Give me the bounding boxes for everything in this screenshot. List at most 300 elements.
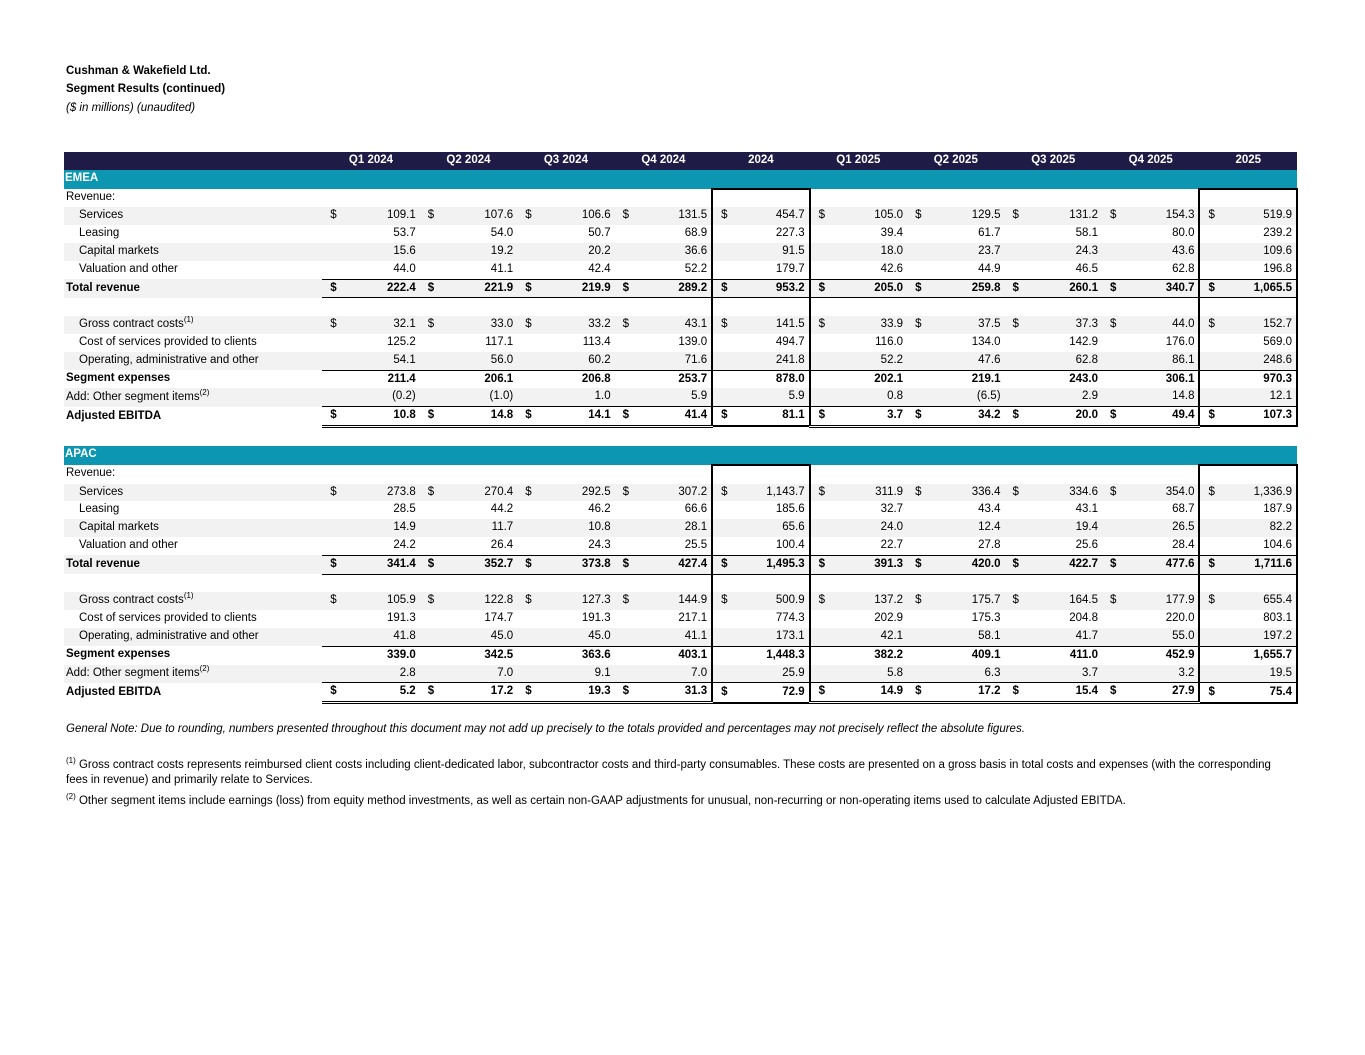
- currency-symbol: $: [810, 555, 830, 574]
- currency-symbol: [1005, 610, 1025, 628]
- value-cell: 82.2: [1220, 519, 1297, 537]
- units-note: ($ in millions) (unaudited): [66, 102, 196, 114]
- currency-symbol: [615, 665, 635, 683]
- value-cell: 100.4: [732, 537, 809, 555]
- value-cell: 49.4: [1122, 407, 1199, 427]
- value-cell: 164.5: [1025, 592, 1102, 610]
- currency-symbol: [1005, 243, 1025, 261]
- value-cell: 500.9: [732, 592, 809, 610]
- currency-symbol: [1199, 298, 1219, 316]
- currency-symbol: [712, 519, 732, 537]
- value-cell: 19.4: [1025, 519, 1102, 537]
- value-cell: 139.0: [678, 335, 708, 348]
- currency-symbol: $: [322, 207, 342, 225]
- value-cell: 107.6: [440, 207, 517, 225]
- value-cell: [537, 574, 614, 592]
- value-cell: 105.0: [830, 207, 907, 225]
- value-cell: 33.2: [537, 316, 614, 334]
- currency-symbol: [517, 519, 537, 537]
- value-cell: 39.4: [880, 227, 904, 240]
- value-cell: 43.1: [1075, 503, 1098, 516]
- value-cell: [537, 189, 614, 208]
- value-cell: 50.7: [588, 227, 611, 240]
- value-cell: 12.1: [1220, 388, 1297, 406]
- value-cell: 33.9: [830, 316, 907, 334]
- table-row: [64, 519, 1297, 537]
- value-cell: 14.9: [342, 519, 419, 537]
- currency-symbol: [1005, 370, 1025, 388]
- value-cell: 19.5: [1220, 665, 1297, 683]
- value-cell: 878.0: [732, 370, 809, 388]
- value-cell: 36.6: [635, 243, 712, 261]
- value-cell: 204.8: [1069, 612, 1098, 625]
- currency-symbol: [420, 465, 440, 484]
- row-label: [64, 279, 322, 298]
- currency-symbol: [615, 501, 635, 519]
- currency-symbol: $: [907, 484, 927, 502]
- currency-symbol: [907, 189, 927, 208]
- value-cell: [830, 574, 907, 592]
- report-subtitle: Segment Results (continued): [66, 83, 226, 95]
- value-cell: 307.2: [635, 484, 712, 502]
- column-header: 2024: [712, 152, 809, 170]
- currency-symbol: [1199, 334, 1219, 352]
- value-cell: 32.1: [342, 316, 419, 334]
- currency-symbol: [1102, 646, 1122, 664]
- currency-symbol: [615, 537, 635, 555]
- value-cell: 221.9: [440, 279, 517, 298]
- currency-symbol: [517, 628, 537, 646]
- row-label-text: Revenue:: [66, 191, 116, 204]
- currency-symbol: $: [712, 279, 732, 298]
- currency-symbol: $: [810, 683, 830, 703]
- currency-symbol: $: [615, 207, 635, 225]
- value-cell: 58.1: [1075, 227, 1098, 240]
- currency-symbol: [1199, 519, 1219, 537]
- value-cell: 46.5: [1075, 262, 1098, 275]
- currency-symbol: $: [322, 484, 342, 502]
- currency-symbol: [420, 574, 440, 592]
- currency-symbol: [1102, 628, 1122, 646]
- value-cell: 494.7: [732, 334, 809, 352]
- currency-symbol: $: [615, 316, 635, 334]
- value-cell: [927, 189, 1004, 208]
- currency-symbol: [1102, 189, 1122, 208]
- value-cell: 44.9: [978, 262, 1001, 275]
- value-cell: 28.5: [393, 503, 416, 516]
- value-cell: [1220, 574, 1297, 592]
- currency-symbol: [810, 537, 830, 555]
- currency-symbol: [322, 189, 342, 208]
- value-cell: [830, 465, 907, 484]
- footnote-1: [66, 758, 1286, 788]
- value-cell: 5.9: [635, 388, 712, 406]
- currency-symbol: $: [420, 484, 440, 502]
- table-row: [64, 646, 1297, 664]
- value-cell: [342, 298, 419, 316]
- currency-symbol: [322, 628, 342, 646]
- value-cell: 253.7: [635, 370, 712, 388]
- currency-symbol: $: [1102, 316, 1122, 334]
- value-cell: 19.3: [537, 683, 614, 703]
- value-cell: 144.9: [635, 592, 712, 610]
- currency-symbol: $: [517, 407, 537, 427]
- value-cell: 37.5: [927, 316, 1004, 334]
- currency-symbol: [322, 537, 342, 555]
- currency-symbol: [420, 189, 440, 208]
- table-row: [64, 388, 1297, 406]
- currency-symbol: [517, 388, 537, 406]
- value-cell: 411.0: [1025, 646, 1102, 664]
- currency-symbol: [1199, 370, 1219, 388]
- currency-symbol: [1199, 189, 1219, 208]
- currency-symbol: [712, 628, 732, 646]
- currency-symbol: [1005, 189, 1025, 208]
- currency-symbol: [810, 352, 830, 370]
- currency-symbol: [322, 225, 342, 243]
- row-label: [64, 574, 322, 592]
- value-cell: 7.0: [440, 665, 517, 683]
- value-cell: 9.1: [537, 665, 614, 683]
- value-cell: 42.4: [588, 262, 611, 275]
- value-cell: 176.0: [1165, 335, 1195, 348]
- currency-symbol: [1199, 646, 1219, 664]
- row-label-text: Valuation and other: [79, 539, 178, 552]
- currency-symbol: $: [322, 407, 342, 427]
- currency-symbol: [1102, 665, 1122, 683]
- row-label-text: Operating, administrative and other: [79, 354, 259, 367]
- currency-symbol: [712, 225, 732, 243]
- currency-symbol: $: [907, 592, 927, 610]
- currency-symbol: [1102, 261, 1122, 279]
- value-cell: [537, 298, 614, 316]
- value-cell: 14.9: [830, 683, 907, 703]
- value-cell: [830, 189, 907, 208]
- currency-symbol: [1005, 501, 1025, 519]
- row-label: [64, 225, 322, 243]
- currency-symbol: [322, 243, 342, 261]
- row-label-text: Services: [79, 485, 124, 498]
- currency-symbol: [517, 370, 537, 388]
- value-cell: 354.0: [1122, 484, 1199, 502]
- currency-symbol: $: [1199, 316, 1219, 334]
- value-cell: [1122, 298, 1199, 316]
- value-cell: 1,143.7: [732, 484, 809, 502]
- row-label: [64, 592, 322, 610]
- footnote-marker: (1): [183, 591, 194, 601]
- currency-symbol: [810, 388, 830, 406]
- value-cell: 334.6: [1025, 484, 1102, 502]
- currency-symbol: [1005, 519, 1025, 537]
- currency-symbol: [1005, 646, 1025, 664]
- currency-symbol: [1199, 574, 1219, 592]
- currency-symbol: $: [420, 279, 440, 298]
- currency-symbol: [1199, 537, 1219, 555]
- currency-symbol: [810, 628, 830, 646]
- value-cell: 43.4: [978, 503, 1001, 516]
- currency-symbol: [1005, 225, 1025, 243]
- value-cell: 109.6: [1220, 243, 1297, 261]
- value-cell: 174.7: [484, 612, 514, 625]
- currency-symbol: [615, 628, 635, 646]
- value-cell: 127.3: [537, 592, 614, 610]
- table-row: [64, 501, 1297, 519]
- value-cell: 6.3: [927, 665, 1004, 683]
- value-cell: 28.4: [1172, 538, 1195, 551]
- currency-symbol: [322, 352, 342, 370]
- value-cell: 311.9: [830, 484, 907, 502]
- column-header: Q1 2025: [810, 152, 907, 170]
- currency-symbol: $: [1199, 279, 1219, 298]
- table-row: [64, 207, 1297, 225]
- value-cell: 80.0: [1172, 227, 1195, 240]
- value-cell: 5.2: [342, 683, 419, 703]
- currency-symbol: [420, 665, 440, 683]
- currency-symbol: $: [1102, 207, 1122, 225]
- row-label-text: Capital markets: [79, 521, 159, 534]
- currency-symbol: $: [712, 683, 732, 703]
- value-cell: 403.1: [635, 646, 712, 664]
- value-cell: 3.7: [830, 407, 907, 427]
- value-cell: 142.9: [1069, 335, 1098, 348]
- currency-symbol: [907, 225, 927, 243]
- table-row: [64, 243, 1297, 261]
- value-cell: 43.6: [1122, 243, 1199, 261]
- currency-symbol: [322, 665, 342, 683]
- table-row: [64, 352, 1297, 370]
- currency-symbol: [907, 352, 927, 370]
- segment-results-table: [64, 152, 1298, 704]
- currency-symbol: [1102, 610, 1122, 628]
- value-cell: 177.9: [1122, 592, 1199, 610]
- value-cell: [732, 189, 809, 208]
- currency-symbol: $: [1005, 316, 1025, 334]
- row-label-text: Total revenue: [66, 557, 140, 570]
- region-spacer: [64, 426, 1297, 446]
- currency-symbol: [810, 465, 830, 484]
- currency-symbol: [420, 537, 440, 555]
- row-label: [64, 537, 322, 555]
- currency-symbol: [420, 261, 440, 279]
- value-cell: 12.4: [927, 519, 1004, 537]
- table-row: [64, 407, 1297, 427]
- row-label: [64, 243, 322, 261]
- value-cell: [927, 298, 1004, 316]
- currency-symbol: $: [420, 555, 440, 574]
- currency-symbol: $: [810, 279, 830, 298]
- row-label-text: Leasing: [79, 503, 120, 516]
- currency-symbol: [712, 352, 732, 370]
- currency-symbol: [712, 189, 732, 208]
- row-label: [64, 501, 322, 519]
- currency-symbol: $: [1102, 555, 1122, 574]
- value-cell: 52.2: [684, 262, 708, 275]
- value-cell: 105.9: [342, 592, 419, 610]
- value-cell: 113.4: [582, 335, 611, 348]
- value-cell: 339.0: [342, 646, 419, 664]
- value-cell: 340.7: [1122, 279, 1199, 298]
- currency-symbol: [322, 519, 342, 537]
- value-cell: 41.7: [1025, 628, 1102, 646]
- footnote-marker: (2): [199, 663, 210, 673]
- currency-symbol: $: [615, 407, 635, 427]
- table-row: [64, 592, 1297, 610]
- currency-symbol: $: [420, 207, 440, 225]
- row-label: [64, 370, 322, 388]
- value-cell: 363.6: [537, 646, 614, 664]
- table-row: [64, 628, 1297, 646]
- value-cell: 14.8: [1122, 388, 1199, 406]
- value-cell: [635, 298, 712, 316]
- currency-symbol: $: [615, 592, 635, 610]
- value-cell: 197.2: [1220, 628, 1297, 646]
- value-cell: 391.3: [830, 555, 907, 574]
- currency-symbol: [712, 388, 732, 406]
- table-row: [64, 334, 1297, 352]
- value-cell: 28.1: [635, 519, 712, 537]
- value-cell: 41.4: [635, 407, 712, 427]
- value-cell: [342, 189, 419, 208]
- footnote-marker: (2): [199, 387, 210, 397]
- value-cell: 152.7: [1220, 316, 1297, 334]
- currency-symbol: [907, 574, 927, 592]
- currency-symbol: [517, 334, 537, 352]
- value-cell: 205.0: [830, 279, 907, 298]
- currency-symbol: $: [712, 207, 732, 225]
- currency-symbol: $: [712, 316, 732, 334]
- currency-symbol: $: [1005, 407, 1025, 427]
- value-cell: 14.1: [537, 407, 614, 427]
- currency-symbol: [1102, 298, 1122, 316]
- currency-symbol: [517, 225, 537, 243]
- value-cell: 179.7: [732, 261, 809, 279]
- value-cell: 10.8: [342, 407, 419, 427]
- currency-symbol: $: [517, 592, 537, 610]
- currency-symbol: [907, 334, 927, 352]
- currency-symbol: [712, 261, 732, 279]
- value-cell: 211.4: [342, 370, 419, 388]
- row-label: [64, 334, 322, 352]
- currency-symbol: [322, 334, 342, 352]
- currency-symbol: [615, 298, 635, 316]
- row-label-text: Valuation and other: [79, 263, 178, 276]
- row-label-text: Leasing: [79, 227, 120, 240]
- region-header-fill: [322, 446, 1297, 465]
- row-label-text: Adjusted EBITDA: [66, 409, 162, 422]
- currency-symbol: $: [615, 279, 635, 298]
- currency-symbol: [1102, 388, 1122, 406]
- currency-symbol: $: [712, 592, 732, 610]
- value-cell: 47.6: [927, 352, 1004, 370]
- currency-symbol: $: [1005, 484, 1025, 502]
- value-cell: 55.0: [1122, 628, 1199, 646]
- footnote-1-marker: (1): [66, 756, 76, 765]
- value-cell: 54.1: [342, 352, 419, 370]
- value-cell: (6.5): [927, 388, 1004, 406]
- currency-symbol: [810, 334, 830, 352]
- value-cell: 62.8: [1172, 262, 1195, 275]
- currency-symbol: $: [810, 316, 830, 334]
- value-cell: 173.1: [732, 628, 809, 646]
- table-row: [64, 225, 1297, 243]
- row-label: [64, 465, 322, 484]
- value-cell: [342, 465, 419, 484]
- value-cell: 1.0: [537, 388, 614, 406]
- currency-symbol: [810, 189, 830, 208]
- value-cell: 3.2: [1122, 665, 1199, 683]
- currency-symbol: $: [810, 484, 830, 502]
- currency-symbol: [907, 519, 927, 537]
- currency-symbol: [1102, 465, 1122, 484]
- currency-symbol: [517, 261, 537, 279]
- value-cell: 519.9: [1220, 207, 1297, 225]
- value-cell: 60.2: [537, 352, 614, 370]
- currency-symbol: $: [1102, 407, 1122, 427]
- value-cell: 422.7: [1025, 555, 1102, 574]
- value-cell: 373.8: [537, 555, 614, 574]
- value-cell: [440, 189, 517, 208]
- currency-symbol: [1102, 370, 1122, 388]
- currency-symbol: $: [1199, 484, 1219, 502]
- value-cell: 25.5: [684, 538, 708, 551]
- row-label-text: Segment expenses: [66, 372, 171, 385]
- currency-symbol: [420, 298, 440, 316]
- value-cell: 569.0: [1220, 334, 1297, 352]
- value-cell: 66.6: [684, 503, 708, 516]
- row-label: [64, 665, 322, 683]
- table-row: [64, 537, 1297, 555]
- row-label-text: Services: [79, 209, 124, 222]
- value-cell: 19.2: [440, 243, 517, 261]
- value-cell: 65.6: [732, 519, 809, 537]
- currency-symbol: [322, 610, 342, 628]
- currency-symbol: [712, 501, 732, 519]
- currency-symbol: [322, 298, 342, 316]
- currency-symbol: [1199, 388, 1219, 406]
- value-cell: 803.1: [1220, 610, 1297, 628]
- currency-symbol: [615, 261, 635, 279]
- value-cell: [1122, 574, 1199, 592]
- currency-symbol: [810, 261, 830, 279]
- currency-symbol: [420, 370, 440, 388]
- value-cell: 953.2: [732, 279, 809, 298]
- currency-symbol: $: [322, 279, 342, 298]
- currency-symbol: $: [1199, 592, 1219, 610]
- value-cell: 44.0: [1122, 316, 1199, 334]
- currency-symbol: [420, 225, 440, 243]
- currency-symbol: [420, 334, 440, 352]
- value-cell: 116.0: [875, 335, 904, 348]
- value-cell: 20.0: [1025, 407, 1102, 427]
- value-cell: 202.1: [830, 370, 907, 388]
- currency-symbol: $: [420, 592, 440, 610]
- currency-symbol: [1005, 352, 1025, 370]
- currency-symbol: $: [322, 683, 342, 703]
- row-label-text: Revenue:: [66, 467, 116, 480]
- value-cell: 53.7: [393, 227, 416, 240]
- row-label-text: Gross contract costs: [79, 318, 184, 331]
- value-cell: 774.3: [732, 610, 809, 628]
- currency-symbol: [907, 261, 927, 279]
- currency-symbol: $: [322, 555, 342, 574]
- currency-symbol: $: [907, 316, 927, 334]
- currency-symbol: [1005, 261, 1025, 279]
- column-header: Q4 2025: [1102, 152, 1199, 170]
- row-label: [64, 407, 322, 427]
- value-cell: 61.7: [978, 227, 1001, 240]
- value-cell: [635, 189, 712, 208]
- value-cell: 33.0: [440, 316, 517, 334]
